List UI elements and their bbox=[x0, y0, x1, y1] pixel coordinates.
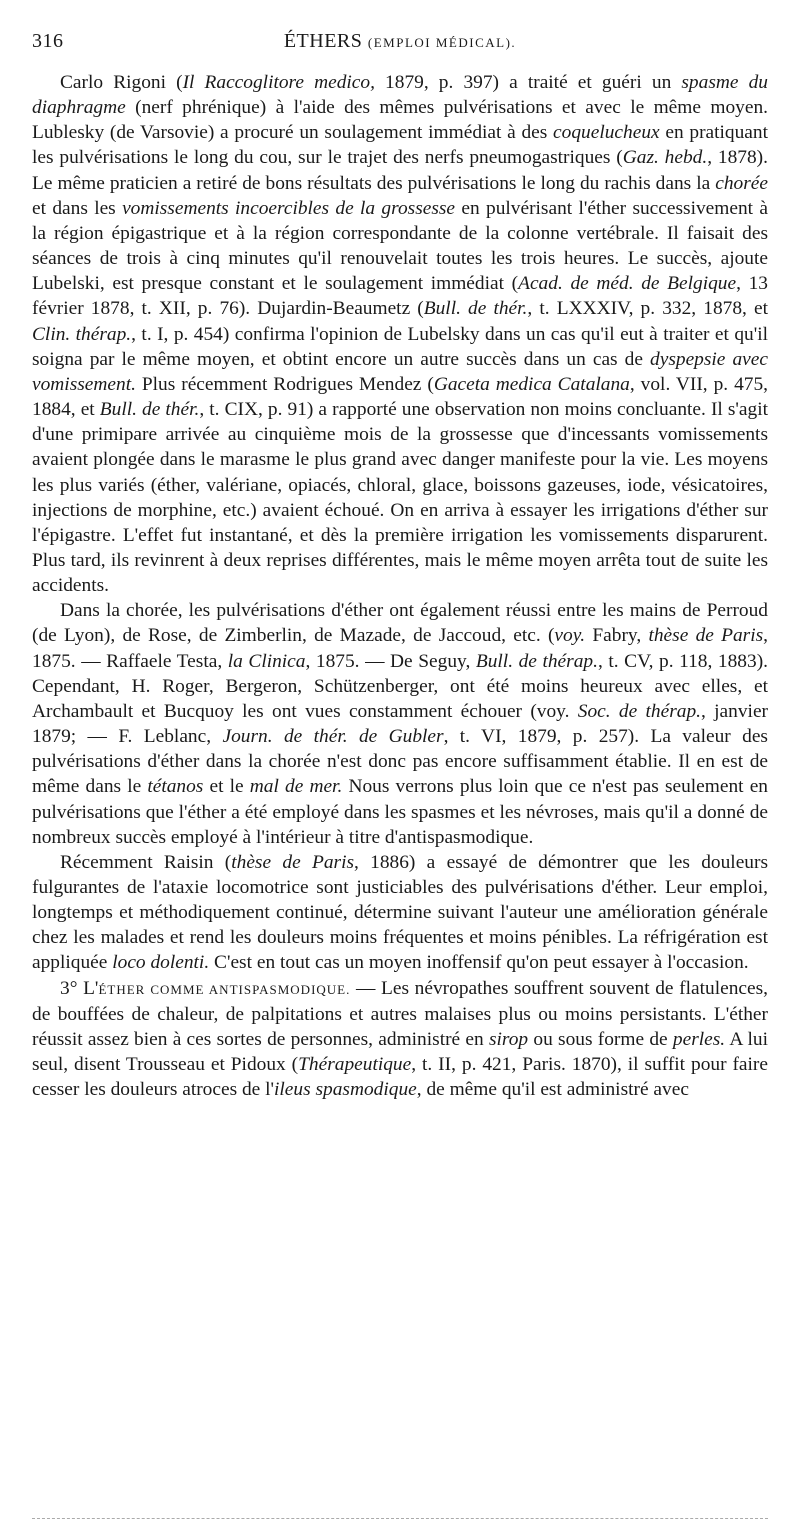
text-run: (nerf phrénique) à l'aide des mêmes pulvérisations et avec le même moyen. Lublesky (de Varsovie) a procuré un soulagement immédiat à des bbox=[32, 97, 768, 144]
italic-text: dyspepsie avec vomissement. bbox=[32, 348, 768, 395]
text-run: , t. CIX, p. 91) a rapporté une observation non moins concluante. Il s'agit d'une primipare arrivée au cinquième mois de la grossesse que d'incessants vomissements avaient plongée dans le marasme le plus grand avec danger manifeste pour la vie. Les moyens les plus variés (éther, valériane, opiacés, chloral, glace, boissons gazeuses, iode, vésicatoires, injections de morphine, etc.) avaient échoué. On en arriva à essayer les irrigations d'éther sur l'épigastre. L'effet fut instantané, et dès la première irrigation les vomissements disparurent. Plus tard, ils revinrent à deux reprises différentes, mais le même moyen arrêta tout de suite les accidents. bbox=[32, 399, 768, 597]
text-run: et dans les bbox=[32, 197, 123, 219]
text-run: Nous verrons plus loin que ce n'est pas seulement en pulvérisations que l'éther a été employé dans les spasmes et les névroses, mais qu'il a donné de nombreux succès employé à l'intérieur à titre d'antispasmodique. bbox=[32, 776, 769, 848]
text-run: Plus récemment Rodrigues Mendez ( bbox=[135, 373, 434, 395]
italic-text: mal de mer. bbox=[249, 776, 343, 798]
italic-text: Gaceta medica Catalana bbox=[433, 373, 630, 395]
section-heading: ÉTHER COMME ANTISPASMODIQUE. bbox=[98, 981, 351, 997]
text-run: , de même qu'il est administré avec bbox=[416, 1079, 689, 1101]
italic-text: Clin. thérap. bbox=[32, 323, 132, 345]
italic-text: vomissements incoercibles de la grossesse bbox=[122, 197, 456, 219]
text-run: Récemment Raisin ( bbox=[60, 851, 232, 873]
italic-text: Gaz. hebd. bbox=[622, 147, 708, 169]
italic-text: chorée bbox=[715, 172, 768, 194]
text-run: , 1886) a essayé de démontrer que les douleurs fulgurantes de l'ataxie locomotrice sont justiciables des pulvérisations d'éther. Leur emploi, longtemps et méthodiquement continué, détermine suivant l'auteur une amélioration générale chez les malades et rend les douleurs moins fréquentes et moins pénibles. La réfrigération est appliquée bbox=[32, 851, 768, 974]
text-run: C'est en tout cas un moyen inoffensif qu'on peut essayer à l'occasion. bbox=[209, 952, 749, 974]
text-run: en pratiquant les pulvérisations le long du cou, sur le trajet des nerfs pneumogastriques ( bbox=[32, 122, 768, 169]
italic-text: perles. bbox=[672, 1028, 726, 1050]
text-run: 3° L' bbox=[60, 977, 99, 999]
italic-text: Journ. de thér. de Gubler bbox=[222, 726, 444, 748]
paragraph bbox=[32, 598, 768, 850]
body-text bbox=[32, 70, 768, 1102]
italic-text: spasme du diaphragme bbox=[32, 72, 768, 119]
italic-text: Bull. de thér. bbox=[423, 298, 528, 320]
running-head-title: ÉTHERS bbox=[283, 30, 363, 52]
italic-text: coquelucheux bbox=[553, 122, 660, 144]
text-run: 1879, p. 397) a traité et guéri un bbox=[374, 72, 682, 93]
italic-text: thèse de Paris bbox=[231, 851, 354, 873]
text-run: , 1878). Le même praticien a retiré de bons résultats des pulvérisations le long du rachis dans la bbox=[32, 147, 768, 194]
italic-text: Il Raccoglitore medico, bbox=[182, 72, 375, 93]
text-run: Fabry, bbox=[585, 625, 649, 647]
paragraph bbox=[32, 850, 768, 976]
page-header bbox=[32, 30, 768, 60]
text-run: , 1875. — Raffaele Testa, bbox=[32, 625, 769, 672]
footer-rule bbox=[32, 1518, 768, 1519]
page-number: 316 bbox=[32, 30, 64, 52]
text-run: , t. LXXXIV, p. 332, 1878, et bbox=[527, 298, 769, 320]
paragraph bbox=[32, 976, 768, 1103]
text-run: Dans la chorée, les pulvérisations d'éther ont également réussi entre les mains de Perroud (de Lyon), de Rose, de Zimberlin, de Mazade, de Jaccoud, etc. ( bbox=[32, 600, 768, 647]
text-run: , 13 février 1878, t. XII, p. 76). Dujardin-Beaumetz ( bbox=[32, 273, 769, 320]
italic-text: Bull. de thérap. bbox=[475, 650, 598, 672]
text-run: , vol. VII, p. 475, 1884, et bbox=[32, 373, 768, 421]
italic-text: Bull. de thér. bbox=[99, 399, 200, 421]
paragraph bbox=[32, 70, 768, 598]
text-run: , 1875. — De Seguy, bbox=[305, 650, 476, 672]
italic-text: loco dolenti. bbox=[112, 952, 210, 974]
italic-text: voy. bbox=[554, 625, 586, 647]
text-run: , t. VI, 1879, p. 257). La valeur des pulvérisations d'éther dans la chorée n'est donc pas encore suffisamment établie. Il en est de même dans le bbox=[32, 726, 768, 798]
italic-text: Soc. de thérap. bbox=[577, 700, 702, 722]
italic-text: la Clinica bbox=[227, 650, 306, 672]
italic-text: sirop bbox=[488, 1028, 529, 1050]
text-run: en pulvérisant l'éther successivement à la région épigastrique et à la région correspondante de la colonne vertébrale. Il faisait des séances de trois à cinq minutes qu'il renouvelait toutes les trois heures. Le succès, ajoute Lubelski, est presque constant et le soulagement immédiat ( bbox=[32, 197, 768, 295]
text-run: , t. II, p. 421, Paris. 1870), il suffit pour faire cesser les douleurs atroces de l' bbox=[32, 1054, 768, 1101]
italic-text: Thérapeutique bbox=[298, 1054, 412, 1076]
text-run: et le bbox=[203, 776, 250, 798]
text-run: Carlo Rigoni ( bbox=[60, 72, 183, 93]
text-run: , janvier 1879; — F. Leblanc, bbox=[32, 700, 769, 748]
italic-text: tétanos bbox=[147, 776, 204, 798]
italic-text: ileus spasmodique bbox=[274, 1079, 417, 1101]
italic-text: Acad. de méd. de Belgique bbox=[518, 273, 737, 295]
running-head bbox=[32, 30, 768, 53]
text-run: A lui seul, disent Trousseau et Pidoux ( bbox=[32, 1028, 769, 1076]
text-run: , t. I, p. 454) confirma l'opinion de Lubelsky dans un cas qu'il eut à traiter et qu'il soigna par le même moyen, et obtint encore un autre succès dans un cas de bbox=[32, 323, 769, 370]
running-head-subtitle: (EMPLOI MÉDICAL). bbox=[367, 35, 517, 50]
text-run: , t. CV, p. 118, 1883). Cependant, H. Roger, Bergeron, Schützenberger, ont été moins heureux avec elles, et Archambault et Bucquoy les ont vues constamment échouer (voy. bbox=[32, 650, 768, 722]
italic-text: thèse de Paris bbox=[648, 625, 764, 647]
book-page bbox=[32, 30, 768, 1102]
text-run: — Les névropathes souffrent souvent de flatulences, de bouffées de chaleur, de palpitations et autres malaises plus ou moins persistants. L'éther réussit assez bien à ces sortes de personnes, administré en bbox=[32, 977, 769, 1050]
text-run: ou sous forme de bbox=[528, 1028, 673, 1050]
